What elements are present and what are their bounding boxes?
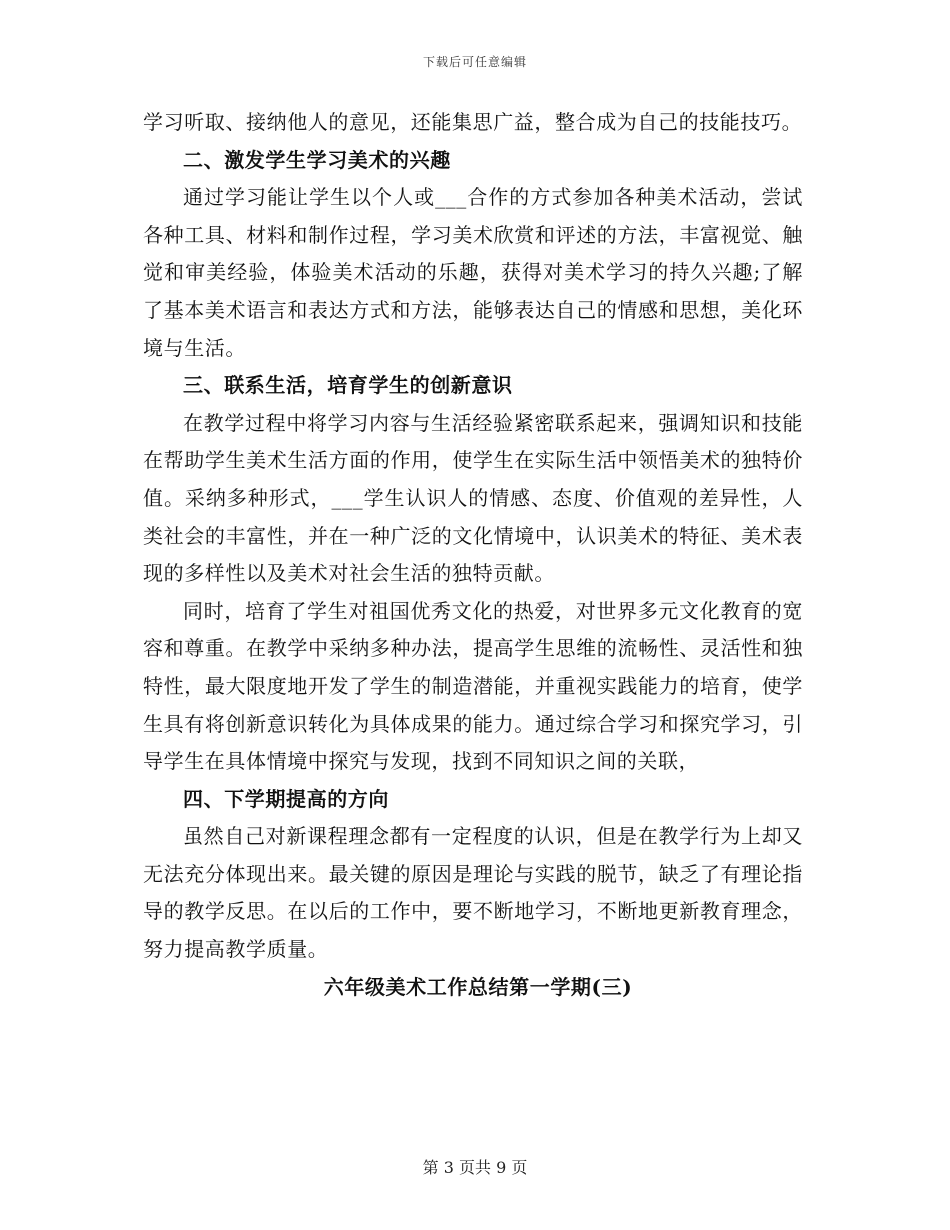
document-title: 六年级美术工作总结第一学期(三) (323, 974, 633, 999)
paragraph-improvement: 虽然自己对新课程理念都有一定程度的认识，但是在教学行为上却又无法充分体现出来。最关键的原因是理论与实践的脱节，缺乏了有理论指导的教学反思。在以后的工作中，要不断地学习，不断地更新教育理念，努力提高教学质量。 (143, 824, 803, 962)
page-header: 下载后可任意编辑 (422, 55, 527, 69)
document-body (143, 104, 803, 1006)
page-footer: 第 3 页共 9 页 (422, 1158, 528, 1177)
section-heading-2: 二、激发学生学习美术的兴趣 (183, 147, 451, 172)
paragraph-interest: 通过学习能让学生以个人或___合作的方式参加各种美术活动，尝试各种工具、材料和制作过程，学习美术欣赏和评述的方法，丰富视觉、触觉和审美经验，体验美术活动的乐趣，获得对美术学习的持久兴趣;了解了基本美术语言和表达方式和方法，能够表达自己的情感和思想，美化环境与生活。 (143, 185, 803, 360)
section-heading-3: 三、联系生活，培育学生的创新意识 (183, 373, 513, 398)
section-heading-4: 四、下学期提高的方向 (183, 786, 389, 811)
paragraph-culture: 同时，培育了学生对祖国优秀文化的热爱，对世界多元文化教育的宽容和尊重。在教学中采纳多种办法，提高学生思维的流畅性、灵活性和独特性，最大限度地开发了学生的制造潜能，并重视实践能力的培育，使学生具有将创新意识转化为具体成果的能力。通过综合学习和探究学习，引导学生在具体情境中探究与发现，找到不同知识之间的关联， (143, 598, 803, 774)
paragraph-continuation: 学习听取、接纳他人的意见，还能集思广益，整合成为自己的技能技巧。 (143, 110, 803, 134)
paragraph-life-connection: 在教学过程中将学习内容与生活经验紧密联系起来，强调知识和技能在帮助学生美术生活方面的作用，使学生在实际生活中领悟美术的独特价值。采纳多种形式，___学生认识人的情感、态度、价值观的差异性，人类社会的丰富性，并在一种广泛的文化情境中，认识美术的特征、美术表现的多样性以及美术对社会生活的独特贡献。 (143, 410, 803, 586)
